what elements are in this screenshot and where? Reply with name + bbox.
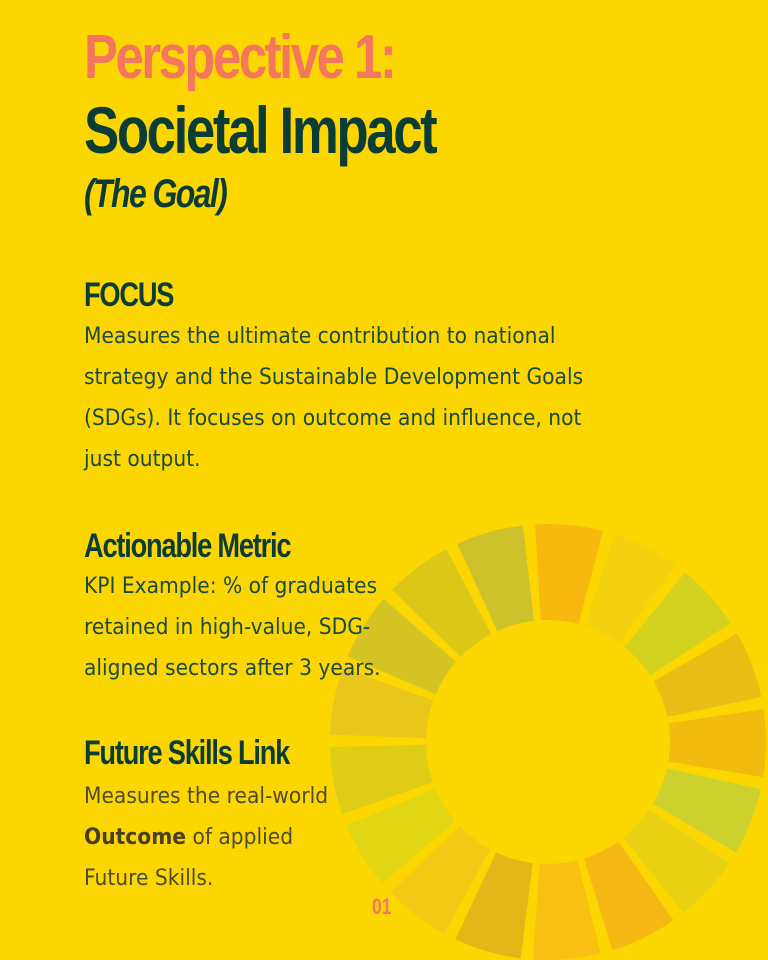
focus-text xyxy=(84,316,583,480)
metric-line: KPI Example: % of graduates xyxy=(84,574,378,599)
skills-bold-word: Outcome xyxy=(84,825,187,850)
skills-line: Measures the real-world xyxy=(84,784,329,809)
metric-heading: Actionable Metric xyxy=(84,527,291,565)
focus-line: strategy and the Sustainable Development Goals xyxy=(84,365,584,390)
skills-line-rest: of applied xyxy=(186,825,294,850)
metric-text xyxy=(84,566,381,689)
metric-line: retained in high-value, SDG- xyxy=(84,615,371,640)
title-societal-impact: Societal Impact xyxy=(84,93,436,167)
focus-line: just output. xyxy=(84,447,201,472)
metric-line: aligned sectors after 3 years. xyxy=(84,656,381,681)
page-number: 01 xyxy=(372,894,392,919)
skills-text xyxy=(84,776,328,899)
skills-line: Future Skills. xyxy=(84,866,214,891)
wheel-segment xyxy=(668,709,766,777)
title-subtitle-goal: (The Goal) xyxy=(84,172,227,216)
skills-heading: Future Skills Link xyxy=(84,734,290,772)
title-perspective: Perspective 1: xyxy=(84,23,395,92)
skills-line xyxy=(84,817,328,858)
focus-line: Measures the ultimate contribution to national xyxy=(84,324,556,349)
focus-heading: FOCUS xyxy=(84,276,174,314)
focus-line: (SDGs). It focuses on outcome and influence, not xyxy=(84,406,582,431)
